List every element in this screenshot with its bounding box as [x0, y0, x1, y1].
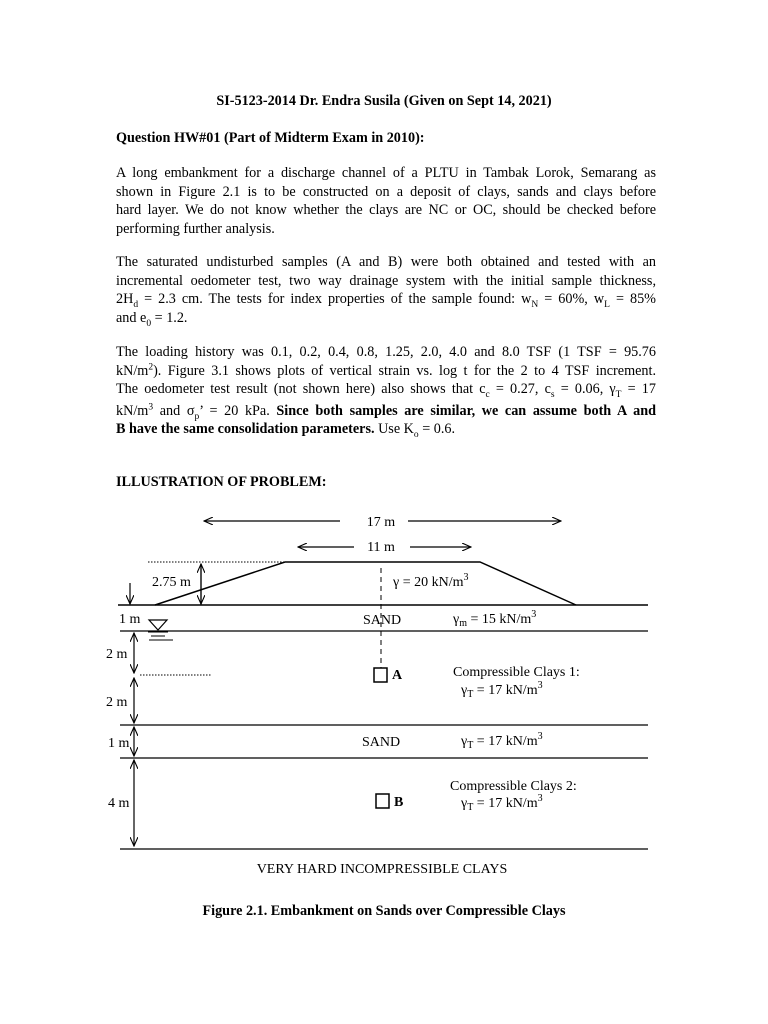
sample-a-box [374, 668, 387, 682]
sand-mid-unit-weight: $\gamma_T = 17$ $kN/m^3$ [461, 731, 543, 751]
paragraph-embankment: A long embankment for a discharge channel of a PLTU in Tambak Lorok, Semarang as shown in Figure 2.1 is to be constructed on a deposit of clays, sands and clays before hard layer. We do not know whether the clays are NC or OC, should be checked before performing further analysis. [116, 165, 656, 237]
clay2-label: Compressible Clays 2: [450, 779, 577, 794]
question-title: Question HW#01 (Part of Midterm Exam in 2010): [116, 130, 425, 146]
dim-1a-label: 1 m [119, 612, 141, 627]
hard-layer-label: VERY HARD INCOMPRESSIBLE CLAYS [256, 862, 508, 877]
sample-b-box [376, 794, 389, 808]
dim-1b-label: 1 m [108, 736, 130, 751]
paragraph-samples: The saturated undisturbed samples (A and B) were both obtained and tested with an incremental oedometer test, two way drainage system with the initial sample thickness, $2H_d = 2.3$ cm. The tests for index properties of the sample found: $w_N = 60\%$, $w_L = 85\%$ and $e_0 = 1.2$. [116, 254, 656, 329]
illustration-heading: ILLUSTRATION OF PROBLEM: [116, 474, 327, 490]
dim-17-label: 17 m [366, 515, 396, 530]
sample-a-label: A [392, 668, 403, 683]
dim-2b-label: 2 m [106, 695, 128, 710]
clay1-label: Compressible Clays 1: [453, 665, 580, 680]
document-header: SI-5123-2014 Dr. Endra Susila (Given on Sept 14, 2021) [216, 93, 552, 109]
fill-unit-weight: γ = 20 $kN/m^3$ [393, 572, 469, 590]
clay1-unit-weight: $\gamma_T = 17$ $kN/m^3$ [461, 680, 543, 700]
sand-top-label: SAND [362, 613, 402, 628]
water-table-icon [148, 620, 173, 640]
sand-mid-label: SAND [361, 735, 401, 750]
figure-caption: Figure 2.1. Embankment on Sands over Compressible Clays [202, 903, 566, 919]
paragraph-loading: The loading history was 0.1, 0.2, 0.4, 0.8, 1.25, 2.0, 4.0 and 8.0 TSF (1 TSF = 95.76 $kN/m^2$). Figure 3.1 shows plots of vertical strain vs. log t for the 2 to 4 TSF increment. The oedometer test result (not shown here) also shows that $c_c = 0.27$, $c_s = 0.06$, $\gamma_T = 17$ $kN/m^3$ and $\sigma_p$’ = 20 kPa. Since both samples are similar, we can assume both A and B have the same consolidation parameters. Use $K_o = 0.6$. [116, 344, 656, 440]
sand-top-unit-weight: $\gamma_m = 15$ $kN/m^3$ [453, 609, 537, 629]
dim-11-label: 11 m [367, 540, 395, 555]
clay2-unit-weight: $\gamma_T = 17$ $kN/m^3$ [461, 793, 543, 813]
dim-4-label: 4 m [108, 796, 130, 811]
dim-275-label: 2.75 m [152, 575, 191, 590]
embankment-outline [155, 562, 576, 605]
sample-b-label: B [394, 795, 404, 810]
dim-2a-label: 2 m [106, 647, 128, 662]
